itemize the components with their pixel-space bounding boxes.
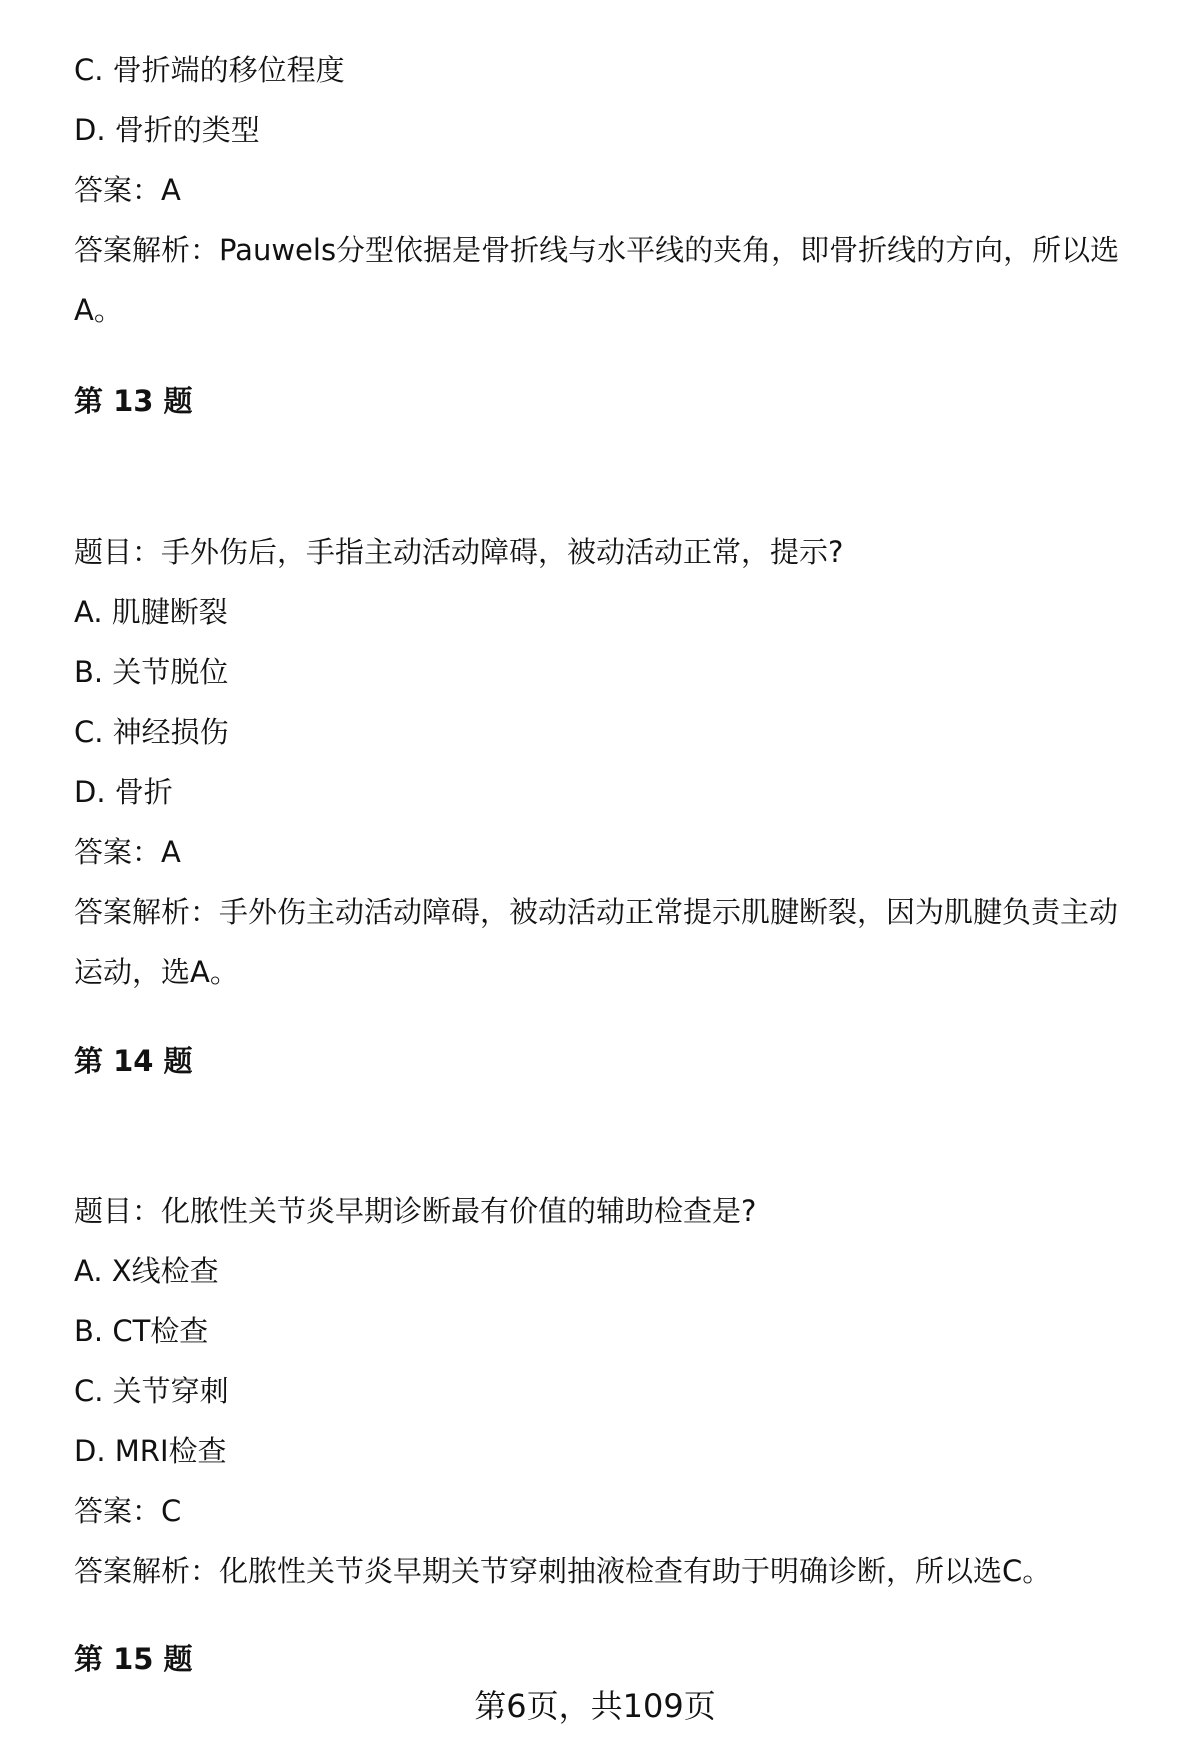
q12-option-c: C. 骨折端的移位程度 [74, 53, 345, 87]
q13-answer: 答案：A [74, 835, 181, 869]
q14-answer: 答案：C [74, 1494, 182, 1528]
q14-option-a: A. X线检查 [74, 1254, 219, 1288]
q12-option-d: D. 骨折的类型 [74, 113, 260, 147]
q12-answer: 答案：A [74, 173, 181, 207]
q14-explanation: 答案解析：化脓性关节炎早期关节穿刺抽液检查有助于明确诊断，所以选C。 [74, 1554, 1052, 1588]
q13-option-b: B. 关节脱位 [74, 655, 229, 689]
q14-heading: 第 14 题 [74, 1044, 193, 1078]
q12-explanation-line1: 答案解析：Pauwels分型依据是骨折线与水平线的夹角，即骨折线的方向，所以选 [74, 233, 1120, 267]
q14-question: 题目：化脓性关节炎早期诊断最有价值的辅助检查是? [74, 1194, 757, 1228]
q13-option-c: C. 神经损伤 [74, 715, 229, 749]
q13-heading: 第 13 题 [74, 384, 193, 418]
q13-question: 题目：手外伤后，手指主动活动障碍，被动活动正常，提示? [74, 535, 844, 569]
q14-option-b: B. CT检查 [74, 1314, 209, 1348]
q13-option-d: D. 骨折 [74, 775, 173, 809]
page-indicator: 第6页，共109页 [474, 1687, 716, 1725]
q15-heading: 第 15 题 [74, 1642, 193, 1676]
q14-option-c: C. 关节穿刺 [74, 1374, 229, 1408]
q13-explanation-line1: 答案解析：手外伤主动活动障碍，被动活动正常提示肌腱断裂，因为肌腱负责主动 [74, 895, 1119, 929]
q14-option-d: D. MRI检查 [74, 1434, 227, 1468]
q13-explanation-line2: 运动，选A。 [74, 955, 239, 989]
q13-option-a: A. 肌腱断裂 [74, 595, 228, 629]
q12-explanation-line2: A。 [74, 293, 123, 327]
